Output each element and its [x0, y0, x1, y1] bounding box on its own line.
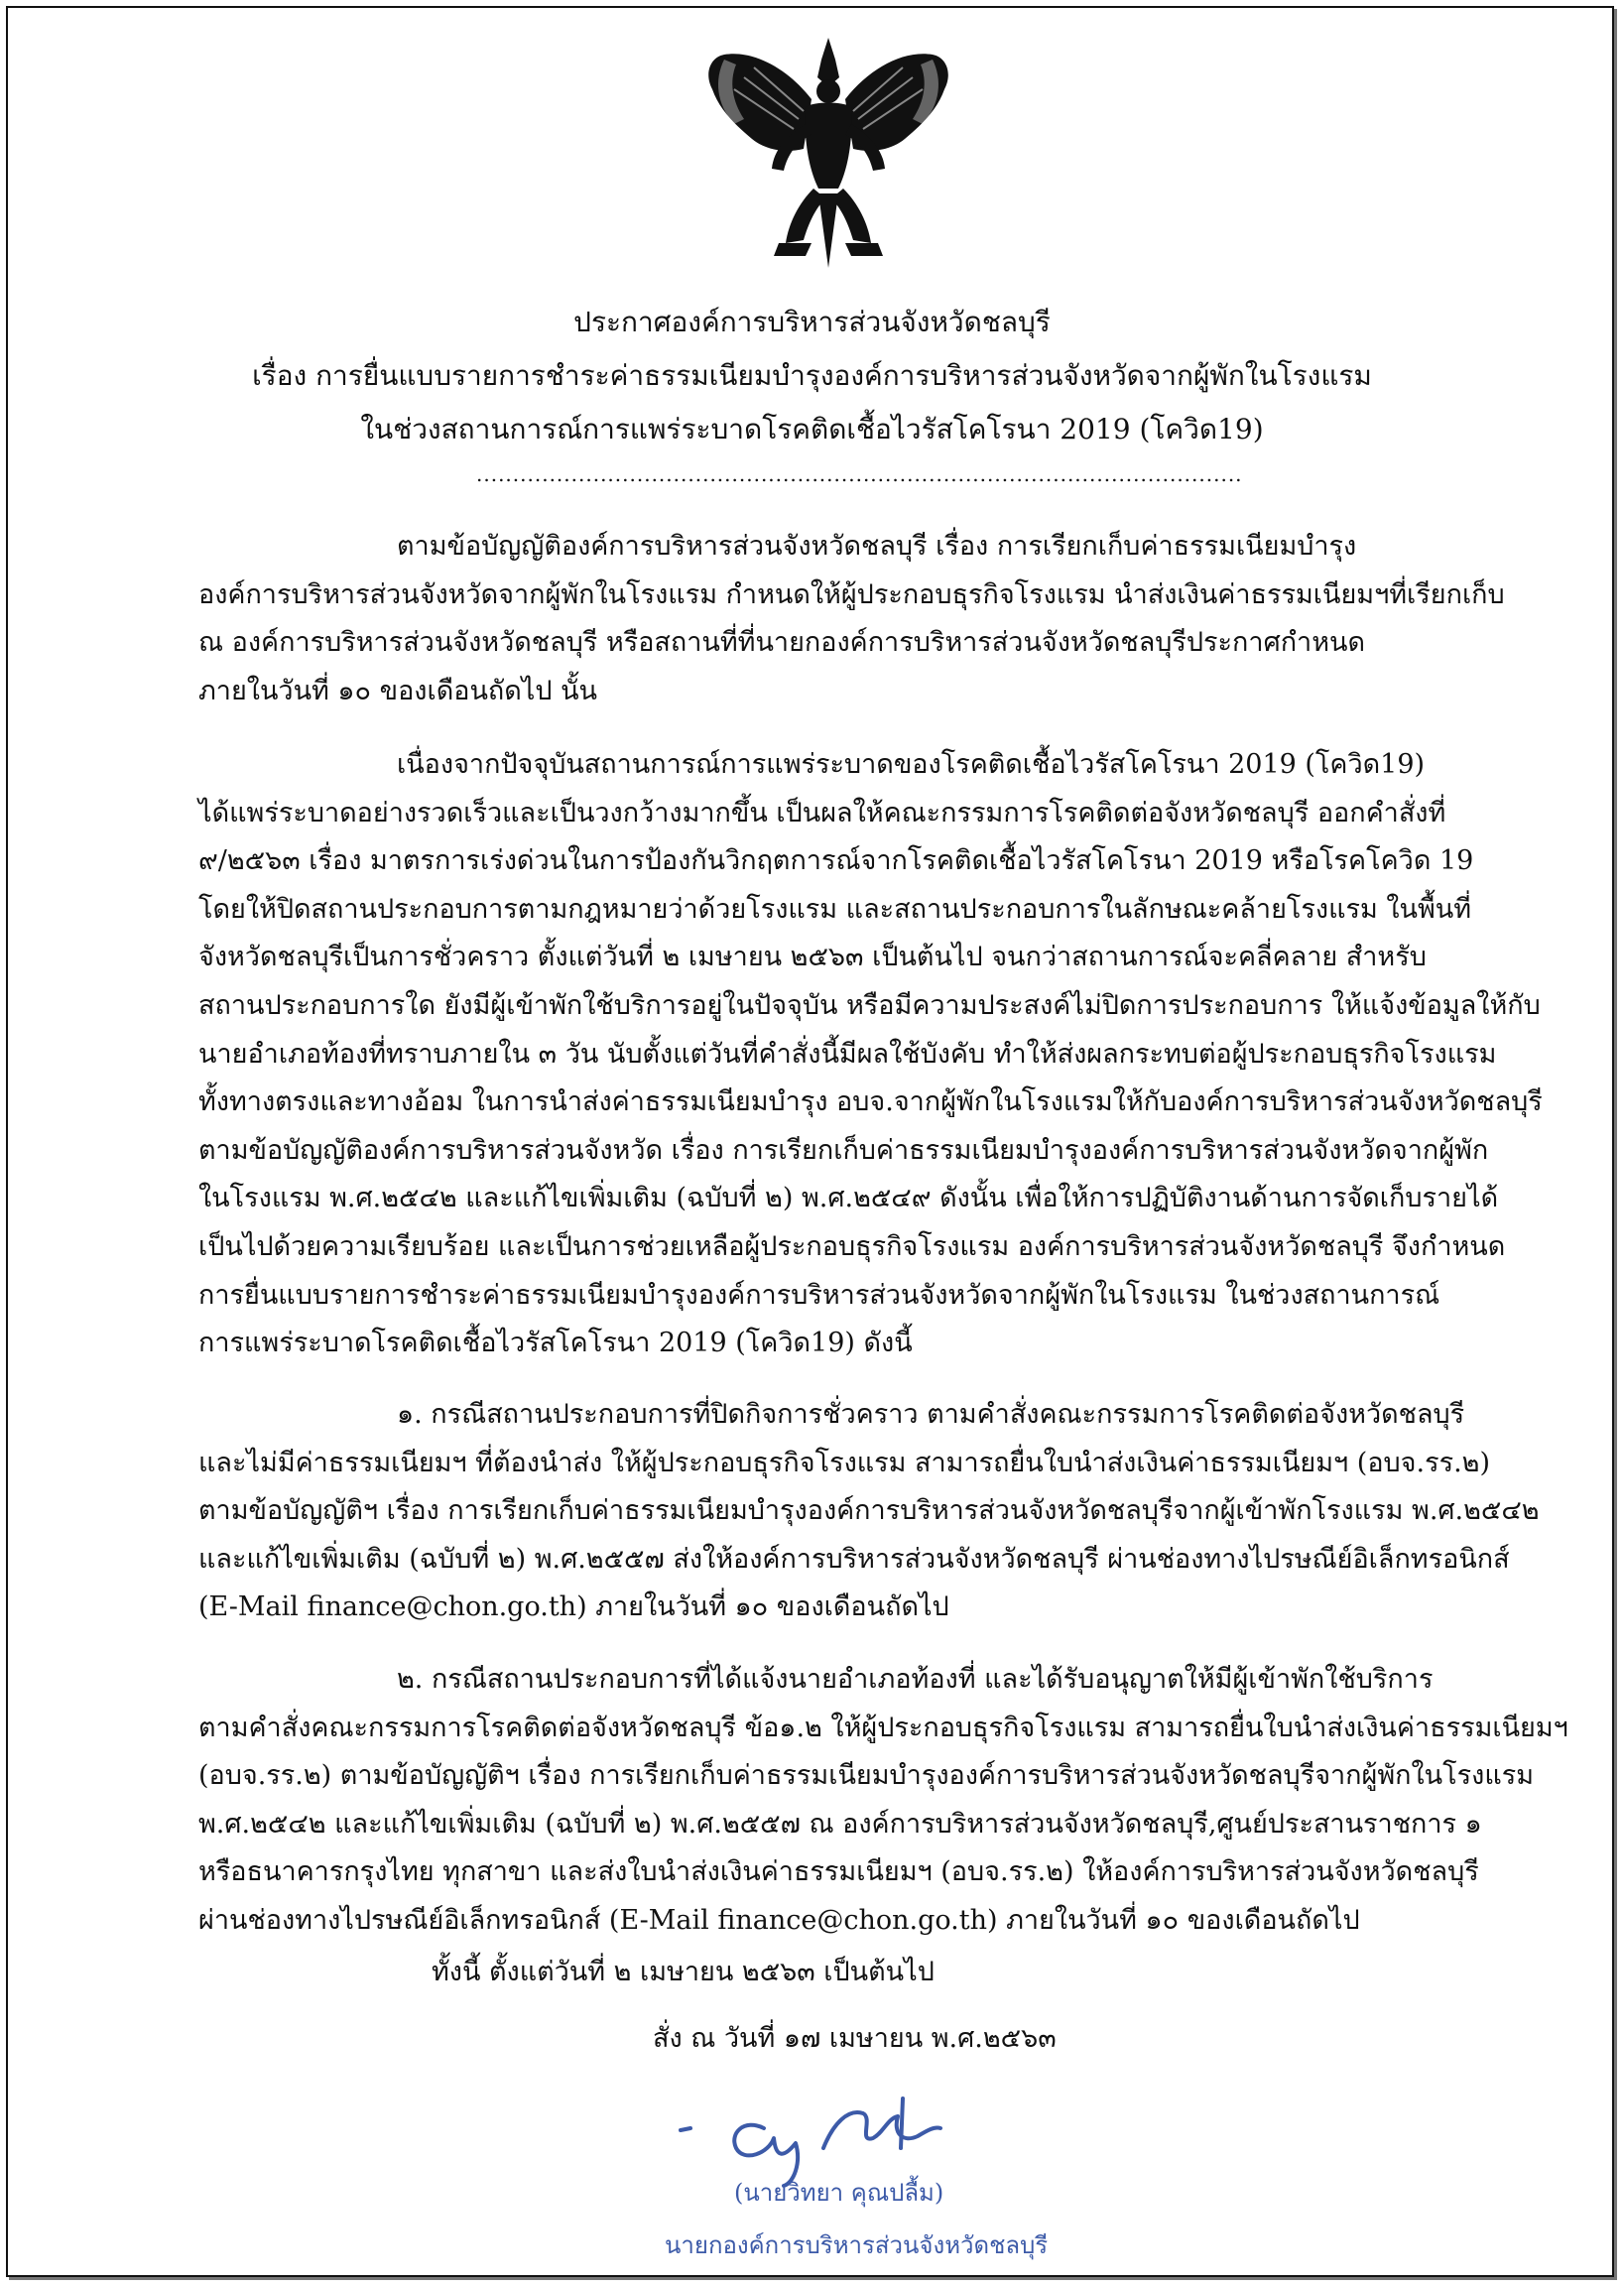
paragraph-line: เนื่องจากปัจจุบันสถานการณ์การแพร่ระบาดของโรคติดเชื้อไวรัสโคโรนา 2019 (โควิด19) [397, 749, 1426, 780]
paragraph-line: (E-Mail finance@chon.go.th) ภายในวันที่ ๑๐ ของเดือนถัดไป [198, 1591, 949, 1623]
paragraph-line: การแพร่ระบาดโรคติดเชื้อไวรัสโคโรนา 2019 (โควิด19) ดังนี้ [198, 1328, 913, 1359]
paragraph-line: ผ่านช่องทางไปรษณีย์อิเล็กทรอนิกส์ (E-Mail finance@chon.go.th) ภายในวันที่ ๑๐ ของเดือนถัดไป [198, 1904, 1360, 1936]
paragraph-line: และแก้ไขเพิ่มเติม (ฉบับที่ ๒) พ.ศ.๒๕๕๗ ส่งให้องค์การบริหารส่วนจังหวัดชลบุรี ผ่านช่องทางไปรษณีย์อิเล็กทรอนิกส์ [198, 1543, 1510, 1575]
paragraph-line: นายอำเภอท้องที่ทราบภายใน ๓ วัน นับตั้งแต่วันที่คำสั่งนี้มีผลใช้บังคับ ทำให้ส่งผลกระทบต่อผู้ประกอบธุรกิจโรงแรม [198, 1038, 1497, 1070]
order-date: สั่ง ณ วันที่ ๑๗ เมษายน พ.ศ.๒๕๖๓ [653, 2023, 1057, 2054]
paragraph-line: ๑. กรณีสถานประกอบการที่ปิดกิจการชั่วคราว ตามคำสั่งคณะกรรมการโรคติดต่อจังหวัดชลบุรี [397, 1399, 1465, 1430]
paragraph-line: การยื่นแบบรายการชำระค่าธรรมเนียมบำรุงองค์การบริหารส่วนจังหวัดจากผู้พักในโรงแรม ในช่วงสถานการณ์ [198, 1279, 1440, 1311]
paragraph-line: ได้แพร่ระบาดอย่างรวดเร็วและเป็นวงกว้างมากขึ้น เป็นผลให้คณะกรรมการโรคติดต่อจังหวัดชลบุรี ออกคำสั่งที่ [198, 797, 1446, 828]
signatory-position: นายกองค์การบริหารส่วนจังหวัดชลบุรี [665, 2231, 1049, 2259]
paragraph-line: ตามข้อบัญญัติองค์การบริหารส่วนจังหวัด เรื่อง การเรียกเก็บค่าธรรมเนียมบำรุงองค์การบริหารส่วนจังหวัดจากผู้พัก [198, 1134, 1489, 1166]
paragraph-line: เป็นไปด้วยความเรียบร้อย และเป็นการช่วยเหลือผู้ประกอบธุรกิจโรงแรม องค์การบริหารส่วนจังหวัดชลบุรี จึงกำหนด [198, 1230, 1506, 1262]
paragraph-line: (อบจ.รร.๒) ตามข้อบัญญัติฯ เรื่อง การเรียกเก็บค่าธรรมเนียมบำรุงองค์การบริหารส่วนจังหวัดชลบุรีจากผู้พักในโรงแรม [198, 1760, 1535, 1792]
paragraph-2 [198, 741, 1543, 1368]
announcement-subject: เรื่อง การยื่นแบบรายการชำระค่าธรรมเนียมบำรุงองค์การบริหารส่วนจังหวัดจากผู้พักในโรงแรม [252, 359, 1372, 392]
paragraph-line: องค์การบริหารส่วนจังหวัดจากผู้พักในโรงแรม กำหนดให้ผู้ประกอบธุรกิจโรงแรม นำส่งเงินค่าธรรมเนียมฯที่เรียกเก็บ [198, 578, 1505, 610]
signatory-name: (นายวิทยา คุณปลื้ม) [734, 2179, 944, 2207]
announcement-title: ประกาศองค์การบริหารส่วนจังหวัดชลบุรี [573, 306, 1051, 338]
paragraph-line: ทั้งทางตรงและทางอ้อม ในการนำส่งค่าธรรมเนียมบำรุง อบจ.จากผู้พักในโรงแรมให้กับองค์การบริหารส่วนจังหวัดชลบุรี [198, 1086, 1543, 1118]
paragraph-line: ณ องค์การบริหารส่วนจังหวัดชลบุรี หรือสถานที่ที่นายกองค์การบริหารส่วนจังหวัดชลบุรีประกาศกำหนด [198, 627, 1366, 659]
paragraph-line: ๙/๒๕๖๓ เรื่อง มาตรการเร่งด่วนในการป้องกันวิกฤตการณ์จากโรคติดเชื้อไวรัสโคโรนา 2019 หรือโรคโควิด 19 [198, 845, 1474, 877]
paragraph-line: พ.ศ.๒๕๔๒ และแก้ไขเพิ่มเติม (ฉบับที่ ๒) พ.ศ.๒๕๕๗ ณ องค์การบริหารส่วนจังหวัดชลบุรี,ศูนย์ประสานราชการ ๑ [198, 1808, 1482, 1840]
paragraph-line: หรือธนาคารกรุงไทย ทุกสาขา และส่งใบนำส่งเงินค่าธรรมเนียมฯ (อบจ.รร.๒) ให้องค์การบริหารส่วนจังหวัดชลบุรี [198, 1856, 1479, 1888]
paragraph-1 [198, 523, 1505, 715]
paragraph-line: ตามข้อบัญญัติองค์การบริหารส่วนจังหวัดชลบุรี เรื่อง การเรียกเก็บค่าธรรมเนียมบำรุง [397, 531, 1357, 562]
paragraph-line: ตามคำสั่งคณะกรรมการโรคติดต่อจังหวัดชลบุรี ข้อ๑.๒ ให้ผู้ประกอบธุรกิจโรงแรม สามารถยื่นใบนำส่งเงินค่าธรรมเนียมฯ [198, 1712, 1568, 1743]
paragraph-3 [198, 1391, 1540, 1632]
paragraph-line: และไม่มีค่าธรรมเนียมฯ ที่ต้องนำส่ง ให้ผู้ประกอบธุรกิจโรงแรม สามารถยื่นใบนำส่งเงินค่าธรรมเนียมฯ (อบจ.รร.๒) [198, 1447, 1490, 1478]
announcement-subject-cont: ในช่วงสถานการณ์การแพร่ระบาดโรคติดเชื้อไวรัสโคโรนา 2019 (โควิด19) [360, 413, 1264, 445]
paragraph-line: ภายในวันที่ ๑๐ ของเดือนถัดไป นั้น [198, 675, 598, 706]
paragraph-line: ๒. กรณีสถานประกอบการที่ได้แจ้งนายอำเภอท้องที่ และได้รับอนุญาตให้มีผู้เข้าพักใช้บริการ [397, 1664, 1434, 1695]
divider-dots: ......................................................................................................... [476, 462, 1243, 486]
garuda-emblem-icon [694, 30, 962, 278]
effective-date: ทั้งนี้ ตั้งแต่วันที่ ๒ เมษายน ๒๕๖๓ เป็นต้นไป [432, 1957, 935, 1987]
paragraph-line: ตามข้อบัญญัติฯ เรื่อง การเรียกเก็บค่าธรรมเนียมบำรุงองค์การบริหารส่วนจังหวัดชลบุรีจากผู้เข้าพักโรงแรม พ.ศ.๒๕๔๒ [198, 1495, 1540, 1527]
paragraph-4 [198, 1656, 1568, 1946]
paragraph-line: โดยให้ปิดสถานประกอบการตามกฎหมายว่าด้วยโรงแรม และสถานประกอบการในลักษณะคล้ายโรงแรม ในพื้นที่ [198, 893, 1472, 925]
paragraph-line: สถานประกอบการใด ยังมีผู้เข้าพักใช้บริการอยู่ในปัจจุบัน หรือมีความประสงค์ไม่ปิดการประกอบการ ให้แจ้งข้อมูลให้กับ [198, 989, 1541, 1021]
paragraph-line: จังหวัดชลบุรีเป็นการชั่วคราว ตั้งแต่วันที่ ๒ เมษายน ๒๕๖๓ เป็นต้นไป จนกว่าสถานการณ์จะคลี่คลาย สำหรับ [198, 942, 1427, 973]
paragraph-line: ในโรงแรม พ.ศ.๒๕๔๒ และแก้ไขเพิ่มเติม (ฉบับที่ ๒) พ.ศ.๒๕๔๙ ดังนั้น เพื่อให้การปฏิบัติงานด้านการจัดเก็บรายได้ [198, 1183, 1499, 1214]
